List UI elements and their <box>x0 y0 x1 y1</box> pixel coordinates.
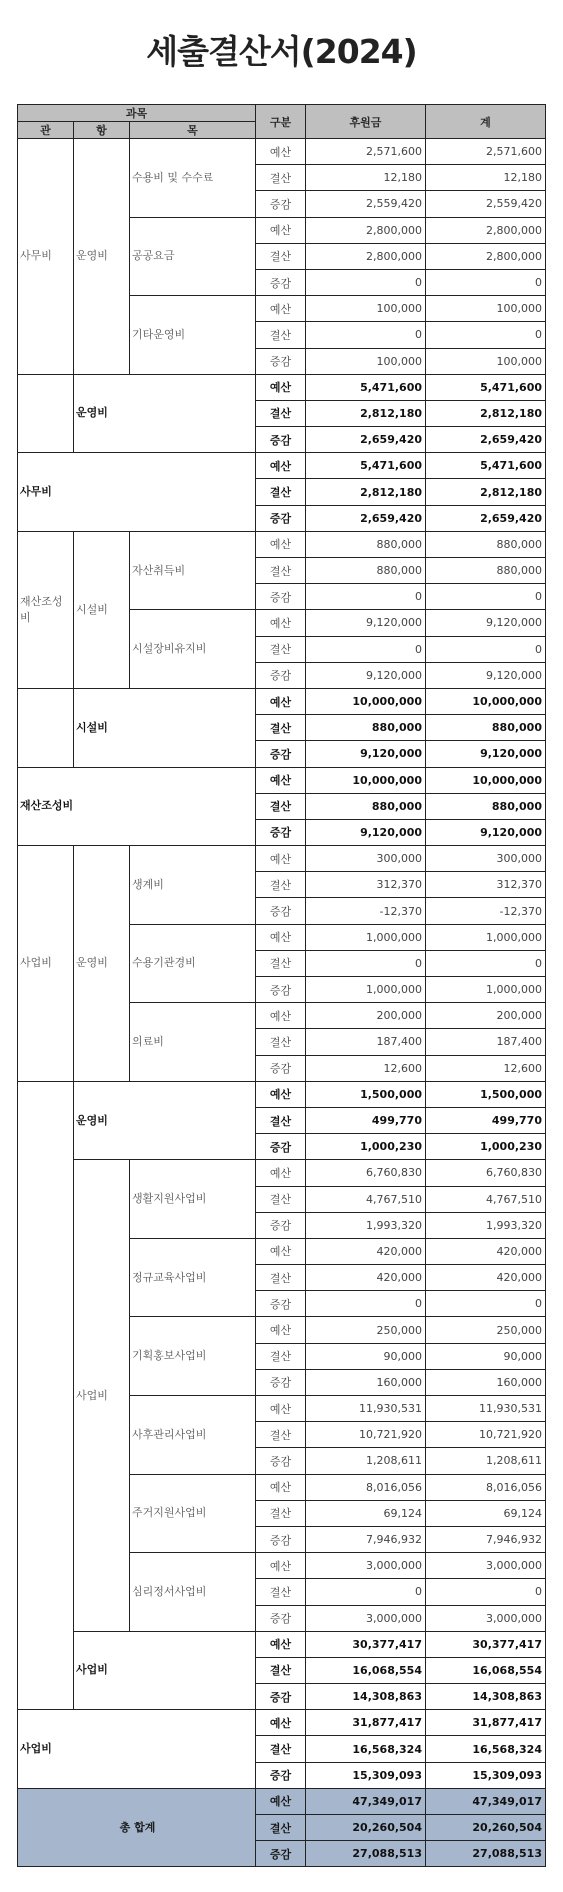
gubun-cell: 결산 <box>256 793 306 819</box>
gubun-cell: 증감 <box>256 977 306 1003</box>
total-cell: 0 <box>426 1291 546 1317</box>
gubun-cell: 예산 <box>256 767 306 793</box>
total-cell: 187,400 <box>426 1029 546 1055</box>
total-cell: -12,370 <box>426 898 546 924</box>
total-cell: 2,812,180 <box>426 479 546 505</box>
huwon-cell: 2,571,600 <box>306 139 426 165</box>
gubun-cell: 결산 <box>256 243 306 269</box>
huwon-cell: 1,000,000 <box>306 977 426 1003</box>
huwon-cell: 47,349,017 <box>306 1788 426 1814</box>
huwon-cell: 880,000 <box>306 793 426 819</box>
subtotal-label: 사업비 <box>18 1710 256 1789</box>
gubun-cell: 증감 <box>256 1134 306 1160</box>
table-row <box>18 1160 546 1186</box>
huwon-cell: 0 <box>306 1291 426 1317</box>
gubun-cell: 예산 <box>256 1317 306 1343</box>
huwon-cell: 30,377,417 <box>306 1631 426 1657</box>
gubun-cell: 예산 <box>256 1553 306 1579</box>
total-cell: 7,946,932 <box>426 1526 546 1552</box>
table-row <box>18 531 546 557</box>
table-row <box>18 453 546 479</box>
huwon-cell: 9,120,000 <box>306 741 426 767</box>
total-cell: 1,000,230 <box>426 1134 546 1160</box>
total-cell: 9,120,000 <box>426 819 546 845</box>
budget-table-container <box>17 104 545 1867</box>
total-cell: 160,000 <box>426 1369 546 1395</box>
total-cell: 6,760,830 <box>426 1160 546 1186</box>
gubun-cell: 예산 <box>256 1238 306 1264</box>
gubun-cell: 예산 <box>256 1081 306 1107</box>
total-cell: 3,000,000 <box>426 1553 546 1579</box>
total-cell: 15,309,093 <box>426 1762 546 1788</box>
total-cell: 0 <box>426 636 546 662</box>
huwon-cell: 69,124 <box>306 1500 426 1526</box>
total-cell: 200,000 <box>426 1003 546 1029</box>
gubun-cell: 증감 <box>256 898 306 924</box>
huwon-cell: 2,559,420 <box>306 191 426 217</box>
huwon-cell: 10,721,920 <box>306 1422 426 1448</box>
huwon-cell: 90,000 <box>306 1343 426 1369</box>
huwon-cell: 16,068,554 <box>306 1657 426 1683</box>
gubun-cell: 결산 <box>256 1657 306 1683</box>
gubun-cell: 예산 <box>256 1160 306 1186</box>
gubun-cell: 예산 <box>256 1003 306 1029</box>
huwon-cell: 0 <box>306 322 426 348</box>
gubun-cell: 증감 <box>256 584 306 610</box>
total-cell: 10,721,920 <box>426 1422 546 1448</box>
huwon-cell: 187,400 <box>306 1029 426 1055</box>
huwon-cell: 10,000,000 <box>306 767 426 793</box>
total-cell: 1,000,000 <box>426 977 546 1003</box>
total-cell: 4,767,510 <box>426 1186 546 1212</box>
total-cell: 312,370 <box>426 872 546 898</box>
category-label: 사업비 <box>18 846 74 1082</box>
huwon-cell: 3,000,000 <box>306 1605 426 1631</box>
total-cell: 27,088,513 <box>426 1841 546 1867</box>
huwon-cell: 6,760,830 <box>306 1160 426 1186</box>
category-label: 수용비 및 수수료 <box>130 139 256 218</box>
total-cell: 0 <box>426 1579 546 1605</box>
table-row <box>18 688 546 714</box>
subtotal-label: 사업비 <box>74 1631 256 1710</box>
gubun-cell: 증감 <box>256 1369 306 1395</box>
total-cell: 11,930,531 <box>426 1396 546 1422</box>
huwon-cell: 1,500,000 <box>306 1081 426 1107</box>
gubun-cell: 예산 <box>256 374 306 400</box>
category-label: 공공요금 <box>130 217 256 296</box>
total-cell: 12,600 <box>426 1055 546 1081</box>
total-cell: 300,000 <box>426 846 546 872</box>
total-cell: 5,471,600 <box>426 453 546 479</box>
total-cell: 2,659,420 <box>426 427 546 453</box>
gubun-cell: 증감 <box>256 427 306 453</box>
subtotal-label: 사무비 <box>18 453 256 532</box>
total-cell: 14,308,863 <box>426 1684 546 1710</box>
total-cell: 9,120,000 <box>426 610 546 636</box>
huwon-cell: 27,088,513 <box>306 1841 426 1867</box>
gubun-cell: 증감 <box>256 741 306 767</box>
category-label <box>18 1081 74 1710</box>
category-label: 운영비 <box>74 846 130 1082</box>
category-label: 운영비 <box>74 139 130 375</box>
total-cell: 9,120,000 <box>426 662 546 688</box>
category-label: 심리정서사업비 <box>130 1553 256 1632</box>
gubun-cell: 예산 <box>256 1396 306 1422</box>
huwon-cell: 499,770 <box>306 1107 426 1133</box>
grand-total-label: 총 합계 <box>18 1788 256 1867</box>
huwon-cell: 100,000 <box>306 296 426 322</box>
gubun-cell: 예산 <box>256 846 306 872</box>
table-row <box>18 374 546 400</box>
huwon-cell: 2,800,000 <box>306 243 426 269</box>
total-cell: 20,260,504 <box>426 1815 546 1841</box>
table-body <box>18 139 546 1867</box>
category-label: 시설장비유지비 <box>130 610 256 689</box>
gubun-cell: 결산 <box>256 479 306 505</box>
huwon-cell: 420,000 <box>306 1238 426 1264</box>
gubun-cell: 증감 <box>256 348 306 374</box>
gubun-cell: 예산 <box>256 1631 306 1657</box>
gubun-cell: 예산 <box>256 1788 306 1814</box>
gubun-cell: 결산 <box>256 165 306 191</box>
huwon-cell: 10,000,000 <box>306 688 426 714</box>
huwon-cell: 1,000,230 <box>306 1134 426 1160</box>
gubun-cell: 예산 <box>256 924 306 950</box>
gubun-cell: 증감 <box>256 1841 306 1867</box>
huwon-cell: 14,308,863 <box>306 1684 426 1710</box>
huwon-cell: 16,568,324 <box>306 1736 426 1762</box>
category-label: 재산조성비 <box>18 531 74 688</box>
gubun-cell: 증감 <box>256 1055 306 1081</box>
gubun-cell: 예산 <box>256 139 306 165</box>
page-title: 세출결산서(2024) <box>146 32 417 71</box>
category-label: 기타운영비 <box>130 296 256 375</box>
gubun-cell: 예산 <box>256 688 306 714</box>
gubun-cell: 증감 <box>256 662 306 688</box>
huwon-cell: 11,930,531 <box>306 1396 426 1422</box>
huwon-cell: 420,000 <box>306 1265 426 1291</box>
gubun-cell: 증감 <box>256 1605 306 1631</box>
huwon-cell: 4,767,510 <box>306 1186 426 1212</box>
table-row <box>18 1081 546 1107</box>
total-cell: 250,000 <box>426 1317 546 1343</box>
huwon-cell: 8,016,056 <box>306 1474 426 1500</box>
category-label: 자산취득비 <box>130 531 256 610</box>
subtotal-label: 재산조성비 <box>18 767 256 846</box>
total-cell: 12,180 <box>426 165 546 191</box>
total-cell: 0 <box>426 322 546 348</box>
gubun-cell: 결산 <box>256 715 306 741</box>
huwon-cell: 2,812,180 <box>306 479 426 505</box>
header-mok: 목 <box>130 122 256 139</box>
gubun-cell: 예산 <box>256 296 306 322</box>
total-cell: 880,000 <box>426 531 546 557</box>
total-cell: 100,000 <box>426 348 546 374</box>
gubun-cell: 증감 <box>256 1212 306 1238</box>
gubun-cell: 증감 <box>256 1762 306 1788</box>
huwon-cell: 2,800,000 <box>306 217 426 243</box>
table-row <box>18 1710 546 1736</box>
huwon-cell: 0 <box>306 584 426 610</box>
header-hang: 항 <box>74 122 130 139</box>
huwon-cell: 20,260,504 <box>306 1815 426 1841</box>
huwon-cell: 12,180 <box>306 165 426 191</box>
gubun-cell: 결산 <box>256 322 306 348</box>
huwon-cell: 250,000 <box>306 1317 426 1343</box>
table-row <box>18 767 546 793</box>
gubun-cell: 증감 <box>256 1291 306 1317</box>
gubun-cell: 예산 <box>256 610 306 636</box>
huwon-cell: 880,000 <box>306 558 426 584</box>
gubun-cell: 예산 <box>256 1474 306 1500</box>
total-cell: 16,068,554 <box>426 1657 546 1683</box>
huwon-cell: 160,000 <box>306 1369 426 1395</box>
gubun-cell: 증감 <box>256 1526 306 1552</box>
huwon-cell: 0 <box>306 636 426 662</box>
total-cell: 880,000 <box>426 793 546 819</box>
total-cell: 31,877,417 <box>426 1710 546 1736</box>
subtotal-label: 시설비 <box>74 688 256 767</box>
category-label: 사후관리사업비 <box>130 1396 256 1475</box>
total-cell: 90,000 <box>426 1343 546 1369</box>
gubun-cell: 결산 <box>256 1343 306 1369</box>
huwon-cell: 0 <box>306 1579 426 1605</box>
total-cell: 16,568,324 <box>426 1736 546 1762</box>
budget-table <box>17 104 546 1867</box>
huwon-cell: 9,120,000 <box>306 819 426 845</box>
header-huwon: 후원금 <box>306 105 426 139</box>
gubun-cell: 예산 <box>256 1710 306 1736</box>
huwon-cell: 1,000,000 <box>306 924 426 950</box>
total-cell: 2,659,420 <box>426 505 546 531</box>
gubun-cell: 예산 <box>256 217 306 243</box>
huwon-cell: 0 <box>306 950 426 976</box>
subtotal-label: 운영비 <box>74 374 256 453</box>
total-cell: 69,124 <box>426 1500 546 1526</box>
gubun-cell: 예산 <box>256 453 306 479</box>
category-label: 사업비 <box>74 1160 130 1631</box>
gubun-cell: 결산 <box>256 1815 306 1841</box>
gubun-cell: 결산 <box>256 1500 306 1526</box>
huwon-cell: 31,877,417 <box>306 1710 426 1736</box>
table-row <box>18 139 546 165</box>
gubun-cell: 결산 <box>256 872 306 898</box>
gubun-cell: 결산 <box>256 400 306 426</box>
category-label: 사무비 <box>18 139 74 375</box>
total-cell: 3,000,000 <box>426 1605 546 1631</box>
huwon-cell: 7,946,932 <box>306 1526 426 1552</box>
huwon-cell: 9,120,000 <box>306 610 426 636</box>
total-cell: 10,000,000 <box>426 767 546 793</box>
gubun-cell: 결산 <box>256 1186 306 1212</box>
gubun-cell: 결산 <box>256 1422 306 1448</box>
huwon-cell: 100,000 <box>306 348 426 374</box>
category-label: 의료비 <box>130 1003 256 1082</box>
gubun-cell: 결산 <box>256 1029 306 1055</box>
header-total: 계 <box>426 105 546 139</box>
total-cell: 2,559,420 <box>426 191 546 217</box>
table-row <box>18 1788 546 1814</box>
category-label: 시설비 <box>74 531 130 688</box>
huwon-cell: 880,000 <box>306 715 426 741</box>
gubun-cell: 증감 <box>256 819 306 845</box>
total-cell: 1,993,320 <box>426 1212 546 1238</box>
total-cell: 1,000,000 <box>426 924 546 950</box>
total-cell: 100,000 <box>426 296 546 322</box>
header-gwamok: 과목 <box>18 105 256 122</box>
total-cell: 1,500,000 <box>426 1081 546 1107</box>
huwon-cell: 880,000 <box>306 531 426 557</box>
total-cell: 30,377,417 <box>426 1631 546 1657</box>
huwon-cell: 9,120,000 <box>306 662 426 688</box>
gubun-cell: 결산 <box>256 1265 306 1291</box>
category-label <box>18 374 74 453</box>
total-cell: 880,000 <box>426 715 546 741</box>
huwon-cell: 312,370 <box>306 872 426 898</box>
gubun-cell: 결산 <box>256 558 306 584</box>
total-cell: 8,016,056 <box>426 1474 546 1500</box>
table-row <box>18 846 546 872</box>
gubun-cell: 결산 <box>256 1579 306 1605</box>
huwon-cell: 2,659,420 <box>306 427 426 453</box>
huwon-cell: 12,600 <box>306 1055 426 1081</box>
category-label: 정규교육사업비 <box>130 1238 256 1317</box>
category-label: 기획홍보사업비 <box>130 1317 256 1396</box>
total-cell: 1,208,611 <box>426 1448 546 1474</box>
total-cell: 2,800,000 <box>426 243 546 269</box>
gubun-cell: 증감 <box>256 505 306 531</box>
gubun-cell: 증감 <box>256 191 306 217</box>
total-cell: 0 <box>426 269 546 295</box>
total-cell: 2,800,000 <box>426 217 546 243</box>
total-cell: 499,770 <box>426 1107 546 1133</box>
huwon-cell: 1,208,611 <box>306 1448 426 1474</box>
huwon-cell: 5,471,600 <box>306 374 426 400</box>
total-cell: 2,812,180 <box>426 400 546 426</box>
huwon-cell: 2,659,420 <box>306 505 426 531</box>
huwon-cell: 200,000 <box>306 1003 426 1029</box>
total-cell: 9,120,000 <box>426 741 546 767</box>
category-label: 수용기관경비 <box>130 924 256 1003</box>
subtotal-label: 운영비 <box>74 1081 256 1160</box>
total-cell: 2,571,600 <box>426 139 546 165</box>
gubun-cell: 결산 <box>256 950 306 976</box>
total-cell: 0 <box>426 584 546 610</box>
gubun-cell: 증감 <box>256 269 306 295</box>
gubun-cell: 결산 <box>256 1736 306 1762</box>
gubun-cell: 증감 <box>256 1448 306 1474</box>
total-cell: 0 <box>426 950 546 976</box>
huwon-cell: 1,993,320 <box>306 1212 426 1238</box>
total-cell: 47,349,017 <box>426 1788 546 1814</box>
gubun-cell: 결산 <box>256 636 306 662</box>
category-label <box>18 688 74 767</box>
category-label: 생계비 <box>130 846 256 925</box>
huwon-cell: 15,309,093 <box>306 1762 426 1788</box>
header-gwan: 관 <box>18 122 74 139</box>
huwon-cell: 2,812,180 <box>306 400 426 426</box>
total-cell: 420,000 <box>426 1238 546 1264</box>
huwon-cell: 300,000 <box>306 846 426 872</box>
table-row <box>18 1631 546 1657</box>
total-cell: 5,471,600 <box>426 374 546 400</box>
header-gubun: 구분 <box>256 105 306 139</box>
category-label: 주거지원사업비 <box>130 1474 256 1553</box>
huwon-cell: -12,370 <box>306 898 426 924</box>
gubun-cell: 증감 <box>256 1684 306 1710</box>
total-cell: 10,000,000 <box>426 688 546 714</box>
huwon-cell: 5,471,600 <box>306 453 426 479</box>
total-cell: 880,000 <box>426 558 546 584</box>
gubun-cell: 예산 <box>256 531 306 557</box>
total-cell: 420,000 <box>426 1265 546 1291</box>
huwon-cell: 0 <box>306 269 426 295</box>
huwon-cell: 3,000,000 <box>306 1553 426 1579</box>
gubun-cell: 결산 <box>256 1107 306 1133</box>
category-label: 생활지원사업비 <box>130 1160 256 1239</box>
